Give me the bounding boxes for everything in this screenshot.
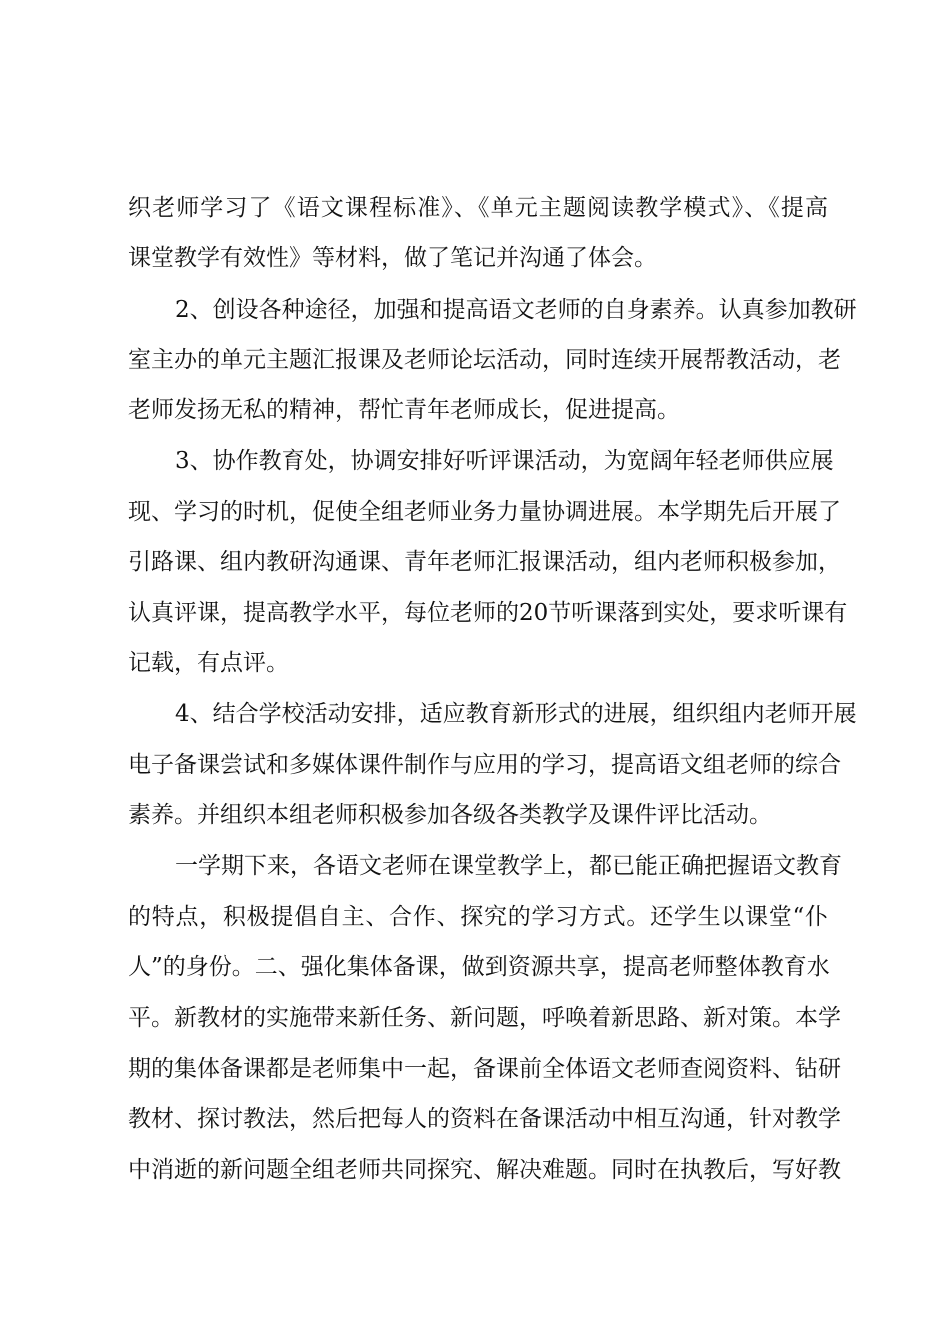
text-line: 一学期下来，各语文老师在课堂教学上，都已能正确把握语文教育	[175, 853, 842, 879]
text-line: 的特点，积极提倡自主、合作、探究的学习方式。还学生以课堂“仆	[128, 904, 828, 930]
text-line: 教材、探讨教法，然后把每人的资料在备课活动中相互沟通，针对教学	[128, 1106, 841, 1132]
text-line: 老师发扬无私的精神，帮忙青年老师成长，促进提高。	[128, 397, 680, 423]
text-line: 人”的身份。二、强化集体备课，做到资源共享，提高老师整体教育水	[128, 954, 830, 980]
text-line: 3、协作教育处，协调安排好听评课活动，为宽阔年轻老师供应展	[175, 448, 834, 474]
text-line: 平。新教材的实施带来新任务、新问题，呼唤着新思路、新对策。本学	[128, 1005, 841, 1031]
text-line: 4、结合学校活动安排，适应教育新形式的进展，组织组内老师开展	[175, 701, 857, 727]
text-line: 现、学习的时机，促使全组老师业务力量协调进展。本学期先后开展了	[128, 499, 841, 525]
text-line: 电子备课尝试和多媒体课件制作与应用的学习，提高语文组老师的综合	[128, 752, 841, 778]
text-line: 课堂教学有效性》等材料，做了笔记并沟通了体会。	[128, 245, 657, 271]
text-line: 期的集体备课都是老师集中一起，备课前全体语文老师查阅资料、钻研	[128, 1056, 841, 1082]
text-line: 室主办的单元主题汇报课及老师论坛活动，同时连续开展帮教活动，老	[128, 347, 841, 373]
text-line: 认真评课，提高教学水平，每位老师的20节听课落到实处，要求听课有	[128, 600, 848, 626]
text-line: 素养。并组织本组老师积极参加各级各类教学及课件评比活动。	[128, 802, 772, 828]
text-line: 中消逝的新问题全组老师共同探究、解决难题。同时在执教后，写好教	[128, 1157, 841, 1183]
text-line: 记载，有点评。	[128, 650, 289, 676]
text-line: 2、创设各种途径，加强和提高语文老师的自身素养。认真参加教研	[175, 297, 857, 323]
text-line: 引路课、组内教研沟通课、青年老师汇报课活动，组内老师积极参加，	[128, 549, 841, 575]
text-line: 织老师学习了《语文课程标准》、《单元主题阅读教学模式》、《提高	[128, 195, 828, 221]
